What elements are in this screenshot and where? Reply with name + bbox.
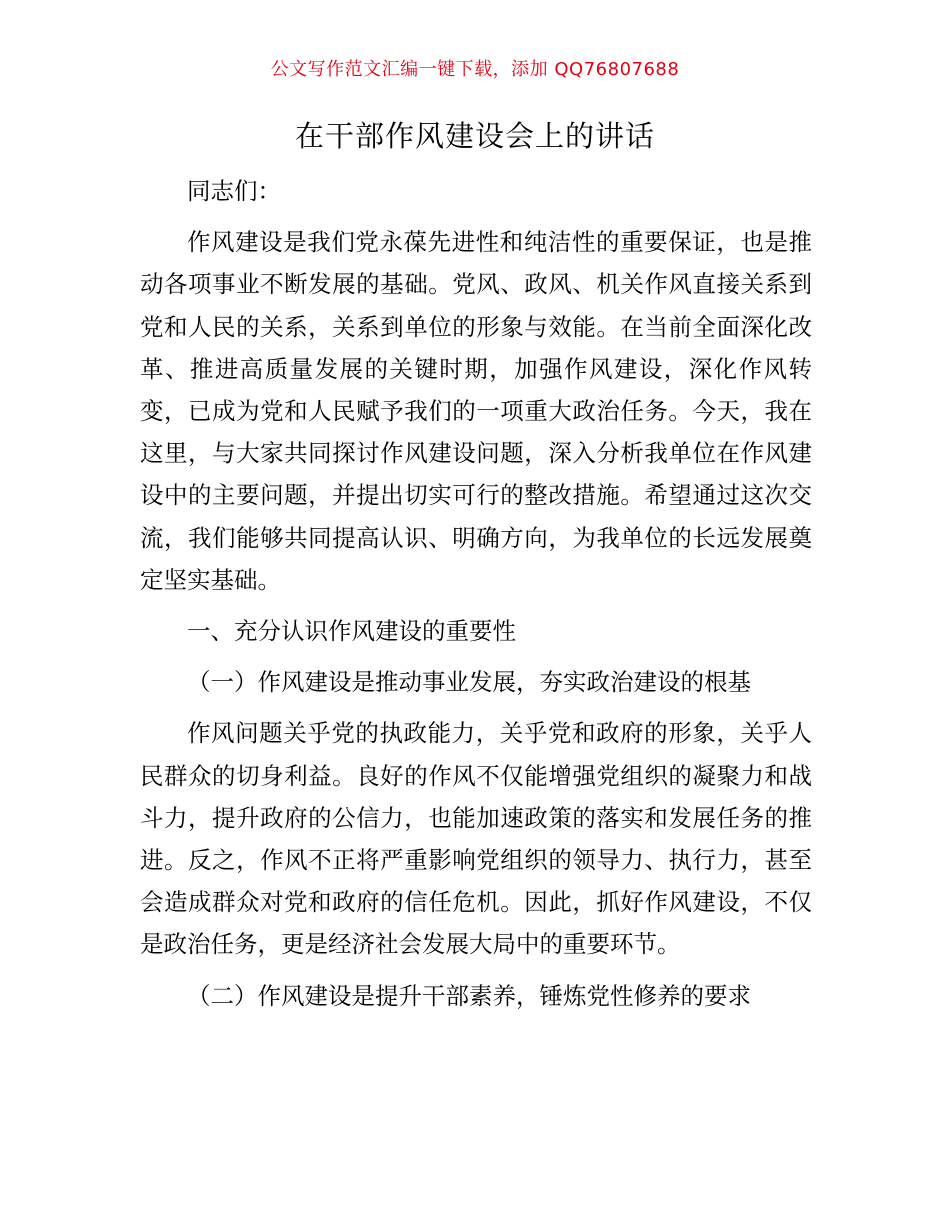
download-promo-note: 公文写作范文汇编一键下载，添加 QQ76807688 bbox=[270, 59, 680, 80]
subsection-1-paragraph: 作风问题关乎党的执政能力，关乎党和政府的形象，关乎人民群众的切身利益。良好的作风不仅能增强党组织的凝聚力和战斗力，提升政府的公信力，也能加速政策的落实和发展任务的推进。反之，作风不正将严重影响党组织的领导力、执行力，甚至会造成群众对党和政府的信任危机。因此，抓好作风建设，不仅是政治任务，更是经济社会发展大局中的重要环节。 bbox=[140, 719, 812, 959]
section-1-heading: 一、充分认识作风建设的重要性 bbox=[187, 617, 516, 646]
document-body bbox=[140, 170, 812, 1017]
document-title: 在干部作风建设会上的讲话 bbox=[294, 119, 655, 153]
subsection-2-heading: （二）作风建设是提升干部素养，锤炼党性修养的要求 bbox=[187, 981, 751, 1010]
greeting-line: 同志们： bbox=[187, 177, 281, 205]
subsection-1-heading: （一）作风建设是推动事业发展，夯实政治建设的根基 bbox=[187, 668, 751, 697]
intro-paragraph: 作风建设是我们党永葆先进性和纯洁性的重要保证，也是推动各项事业不断发展的基础。党风、政风、机关作风直接关系到党和人民的关系，关系到单位的形象与效能。在当前全面深化改革、推进高质量发展的关键时期，加强作风建设，深化作风转变，已成为党和人民赋予我们的一项重大政治任务。今天，我在这里，与大家共同探讨作风建设问题，深入分析我单位在作风建设中的主要问题，并提出切实可行的整改措施。希望通过这次交流，我们能够共同提高认识、明确方向，为我单位的长远发展奠定坚实基础。 bbox=[140, 228, 812, 594]
